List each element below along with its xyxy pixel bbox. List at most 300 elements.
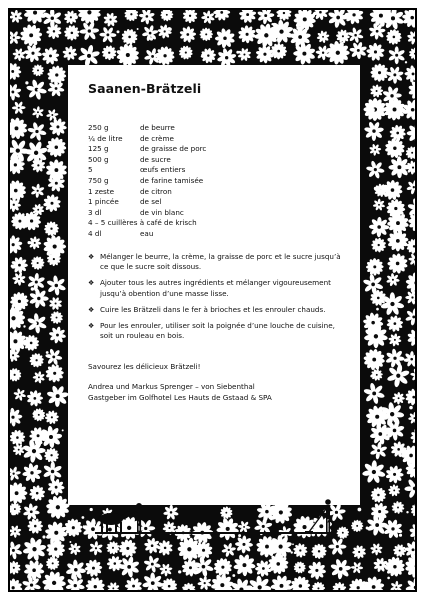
instruction-text: Cuire les Brätzeli dans le fer à brioches et les enrouler chauds. [100, 304, 326, 314]
flower-icon [77, 10, 101, 24]
leaf-dot [371, 108, 375, 112]
flower-icon [363, 98, 386, 121]
flower-icon [373, 557, 388, 572]
leaf-dot [117, 50, 121, 54]
instruction-text: Pour les enrouler, utiliser soit la poignée d’une louche de cuisine, soit un rouleau en bois. [100, 320, 335, 341]
ingredient-row [88, 197, 206, 208]
ingredient-quantity: 1 pincée [88, 197, 119, 207]
flower-icon [371, 237, 386, 252]
flower-icon [385, 557, 405, 577]
flower-icon [294, 561, 306, 573]
leaf-dot [168, 28, 171, 31]
flower-icon [161, 578, 177, 592]
flower-icon [221, 543, 236, 558]
flower-icon [119, 539, 137, 557]
flower-icon [363, 382, 385, 404]
flower-icon [366, 160, 385, 179]
flower-icon [144, 555, 162, 573]
flower-icon [391, 501, 404, 514]
flower-icon [46, 275, 66, 295]
ingredient-name: de crème [140, 133, 174, 143]
flower-icon [47, 80, 64, 97]
flower-icon [182, 583, 196, 592]
flower-icon [410, 428, 417, 445]
flower-icon [366, 258, 384, 276]
flower-icon [144, 538, 160, 554]
leaf-dot [292, 543, 294, 545]
flower-icon [45, 364, 64, 383]
instruction-step [88, 278, 342, 300]
flower-icon [13, 444, 25, 456]
flower-icon [317, 30, 330, 43]
leaf-dot [284, 587, 287, 590]
recipe-panel [68, 65, 360, 505]
ingredient-list [88, 123, 206, 240]
flower-icon [157, 540, 173, 556]
flower-icon [85, 559, 103, 577]
leaf-dot [359, 579, 362, 582]
leaf-dot [37, 89, 39, 91]
leaf-dot [12, 336, 15, 339]
leaf-dot [379, 189, 382, 192]
closing-section [88, 362, 342, 403]
leaf-dot [11, 511, 15, 515]
ingredient-row [88, 123, 206, 134]
flower-icon [402, 10, 417, 28]
recipe-title: Saanen-Brätzeli [88, 81, 202, 96]
leaf-dot [83, 525, 85, 527]
flower-icon [22, 575, 41, 592]
flower-icon [404, 65, 417, 83]
leaf-dot [370, 375, 373, 378]
flower-icon [10, 63, 21, 81]
leaf-dot [90, 508, 93, 511]
flower-icon [290, 576, 310, 592]
leaf-dot [20, 273, 22, 275]
flower-icon [370, 64, 388, 82]
ingredient-quantity: 750 g [88, 175, 109, 185]
flower-icon [26, 79, 47, 100]
flower-icon [107, 555, 123, 571]
flower-icon [408, 253, 417, 267]
flower-icon [386, 273, 400, 287]
flower-icon [390, 581, 403, 592]
ingredient-quantity: 1 zeste [88, 186, 115, 196]
flower-icon [370, 543, 383, 555]
flower-icon [404, 478, 417, 498]
flower-icon [403, 351, 417, 367]
instruction-step [88, 305, 342, 316]
flower-icon [371, 369, 383, 381]
flower-icon [32, 106, 44, 118]
ingredient-row [88, 144, 206, 155]
flower-icon [315, 45, 330, 60]
flower-icon [142, 572, 164, 592]
flower-icon [121, 29, 137, 45]
flower-icon [407, 328, 417, 347]
leaf-dot [34, 322, 37, 325]
leaf-dot [40, 563, 42, 565]
ingredient-row [88, 229, 206, 240]
flower-icon [45, 410, 59, 424]
flower-icon [86, 577, 106, 592]
diamond-bullet-icon: ❖ [88, 252, 95, 261]
instruction-list [88, 252, 342, 343]
flower-icon [13, 48, 26, 61]
leaf-dot [271, 23, 273, 25]
leaf-dot [137, 28, 139, 30]
flower-icon [197, 576, 212, 591]
flower-icon [270, 575, 292, 592]
flower-icon [157, 24, 172, 39]
flower-icon [125, 577, 142, 592]
flower-icon [408, 80, 417, 101]
leaf-dot [13, 193, 15, 195]
leaf-dot [74, 576, 76, 578]
leaf-dot [69, 541, 71, 543]
flower-icon [276, 10, 292, 21]
flower-icon [213, 10, 230, 21]
closing-text: Savourez les délicieux Brätzeli! [88, 362, 201, 372]
ingredient-name: de sel [140, 197, 162, 207]
leaf-dot [38, 488, 42, 492]
instruction-step [88, 321, 342, 343]
leaf-dot [358, 508, 362, 512]
diamond-bullet-icon: ❖ [88, 321, 95, 330]
flower-icon [336, 29, 350, 43]
leaf-dot [236, 51, 239, 54]
flower-icon [106, 541, 119, 555]
flower-icon [29, 353, 44, 368]
flower-icon [387, 253, 408, 274]
flower-icon [348, 27, 364, 43]
leaf-dot [62, 429, 64, 431]
flower-icon [12, 101, 26, 114]
flower-icon [68, 543, 81, 556]
ingredient-name: œufs entiers [140, 165, 186, 175]
flower-icon [387, 364, 410, 388]
instruction-text: Mélanger le beurre, la crème, la graisse de porc et le sucre jusqu’à ce que le sucre soit dissous. [100, 251, 341, 272]
leaf-dot [31, 287, 34, 290]
flower-icon [10, 368, 22, 382]
flower-icon [124, 10, 138, 21]
flower-icon [29, 288, 49, 308]
flower-icon [406, 239, 417, 255]
flower-icon [370, 84, 383, 97]
ingredient-row [88, 218, 206, 229]
flower-icon [33, 371, 45, 384]
flower-icon [352, 545, 366, 559]
flower-icon [27, 518, 43, 534]
leaf-dot [376, 308, 379, 311]
flower-icon [46, 137, 66, 157]
flower-icon [23, 503, 40, 520]
leaf-dot [406, 511, 408, 513]
flower-icon [27, 273, 45, 291]
cow-icon [95, 511, 131, 533]
flower-icon [308, 561, 327, 580]
flower-icon [408, 412, 417, 425]
flower-icon [388, 484, 400, 496]
flower-icon [410, 368, 417, 381]
flower-icon [62, 46, 77, 61]
instruction-step [88, 252, 342, 274]
diamond-bullet-icon: ❖ [88, 305, 95, 314]
flower-icon [10, 31, 21, 45]
ingredient-quantity: 3 dl [88, 207, 102, 217]
flower-icon [409, 48, 417, 60]
flower-icon [201, 10, 215, 24]
flower-icon [160, 10, 173, 21]
leaf-dot [376, 547, 378, 549]
ingredient-name: de beurre [140, 123, 175, 132]
ingredient-row [88, 208, 206, 219]
flower-icon [10, 180, 26, 201]
flower-icon [78, 44, 101, 67]
flower-icon [46, 109, 58, 121]
flower-icon [373, 199, 385, 211]
flower-icon [27, 390, 44, 407]
flower-icon [326, 41, 350, 65]
flower-icon [103, 12, 118, 27]
flower-icon [235, 535, 253, 553]
leaf-dot [11, 265, 14, 268]
flower-icon [183, 10, 198, 23]
flower-icon [330, 558, 351, 579]
gardener-with-rake-icon [305, 499, 331, 533]
flower-icon [139, 10, 155, 24]
leaf-dot [178, 570, 181, 573]
flower-icon [49, 326, 66, 343]
flower-icon [49, 118, 67, 136]
flower-icon [107, 582, 120, 592]
flower-icon [24, 44, 43, 63]
flower-icon [351, 520, 363, 532]
flower-icon [20, 24, 42, 46]
leaf-dot [40, 442, 42, 444]
leaf-dot [28, 241, 31, 244]
leaf-dot [405, 61, 407, 63]
leaf-dot [117, 30, 120, 33]
leaf-dot [290, 551, 292, 553]
flower-icon [10, 83, 22, 100]
flower-icon [382, 180, 403, 200]
flower-icon [46, 540, 65, 559]
flower-icon [257, 10, 275, 24]
leaf-dot [33, 412, 36, 415]
flower-icon [406, 180, 417, 195]
flower-icon [386, 29, 402, 45]
flower-icon [385, 465, 403, 483]
ingredient-row [88, 165, 206, 176]
flower-icon [385, 138, 405, 158]
flower-icon [370, 442, 388, 460]
flower-icon [407, 30, 417, 44]
flower-icon [10, 235, 23, 254]
flower-icon [65, 576, 85, 592]
leaf-dot [232, 574, 235, 577]
flower-icon [406, 146, 417, 159]
flower-icon [116, 43, 139, 66]
flower-icon [102, 45, 117, 60]
leaf-dot [150, 37, 153, 40]
leaf-dot [42, 535, 45, 538]
leaf-dot [387, 577, 390, 580]
ingredient-name: eau [140, 228, 154, 238]
flower-icon [10, 117, 28, 139]
flower-icon [31, 158, 45, 173]
instruction-text: Ajouter tous les autres ingrédients et mélanger vigoureusement jusqu’à obention d’une masse lisse. [100, 278, 331, 298]
leaf-dot [399, 534, 402, 537]
flower-icon [383, 98, 405, 120]
flower-icon [404, 541, 417, 558]
flower-icon [255, 560, 272, 577]
flower-icon [40, 426, 63, 449]
leaf-dot [403, 172, 406, 175]
flower-icon [32, 64, 44, 76]
flower-icon [406, 272, 417, 293]
flower-icon [10, 578, 23, 592]
flower-icon [371, 502, 389, 520]
flower-icon [31, 184, 45, 198]
flower-icon [46, 495, 70, 519]
flower-icon [215, 28, 235, 49]
leaf-dot [201, 53, 205, 57]
flower-icon [10, 541, 23, 559]
flower-icon [13, 388, 26, 401]
ingredient-name: de citron [140, 186, 172, 196]
flower-icon [351, 562, 363, 574]
flower-icon [10, 482, 27, 504]
flower-icon [10, 10, 23, 23]
leaf-dot [413, 468, 415, 470]
flower-icon [31, 256, 45, 270]
flower-icon [22, 537, 46, 561]
flower-icon [44, 448, 59, 463]
leaf-dot [46, 351, 49, 354]
flower-icon [10, 466, 21, 481]
ingredient-name: de vin blanc [140, 207, 184, 217]
flower-icon [46, 385, 68, 407]
flower-icon [405, 389, 417, 406]
leaf-dot [410, 570, 414, 574]
ingredient-row [88, 187, 206, 198]
leaf-dot [370, 338, 372, 340]
leaf-dot [82, 516, 85, 519]
leaf-dot [17, 262, 19, 264]
flower-icon [10, 408, 22, 427]
leaf-dot [39, 210, 42, 213]
leaf-dot [25, 81, 28, 84]
flower-icon [99, 26, 116, 43]
leaf-dot [395, 572, 397, 574]
leaf-dot [296, 26, 299, 29]
flower-icon [179, 26, 196, 43]
leaf-dot [23, 325, 25, 327]
flower-icon [22, 463, 42, 483]
flower-icon [406, 160, 417, 174]
flower-icon [371, 487, 387, 503]
ingredient-name: de farine tamisée [140, 175, 204, 185]
flower-icon [79, 21, 99, 40]
flower-icon [328, 10, 349, 28]
ingredient-row [88, 176, 206, 187]
flower-icon [46, 556, 60, 570]
leaf-dot [374, 187, 377, 190]
leaf-dot [354, 43, 356, 45]
leaf-dot [31, 60, 33, 62]
ingredient-quantity: 4 dl [88, 228, 102, 238]
flower-icon [211, 574, 234, 592]
flower-icon [43, 194, 61, 212]
flower-icon [199, 28, 213, 42]
flower-icon [64, 25, 80, 41]
flower-icon [407, 123, 417, 144]
ingredient-name: de graisse de porc [140, 144, 207, 154]
flower-icon [42, 47, 60, 65]
farmer-icon [129, 503, 142, 533]
signature-names: Andrea und Markus Sprenger – von Siebenthal [88, 381, 255, 391]
flower-icon [44, 221, 59, 236]
flower-icon [388, 46, 405, 64]
flower-icon [363, 576, 385, 592]
leaf-dot [366, 527, 369, 530]
flower-icon [179, 45, 193, 59]
ingredient-quantity: 500 g [88, 154, 109, 164]
flower-icon [405, 308, 417, 326]
ingredient-quantity: 4 – 5 cuillères à café de krisch [88, 218, 197, 228]
flower-icon [369, 144, 381, 156]
flower-icon [328, 538, 346, 556]
flower-icon [349, 42, 367, 60]
flower-icon [369, 217, 389, 237]
flower-icon [233, 554, 256, 576]
ingredient-name: de sucre [140, 154, 171, 164]
flower-icon [364, 121, 384, 141]
flower-icon [24, 10, 47, 24]
flower-icon [89, 541, 103, 555]
flower-icon [363, 349, 385, 371]
flower-icon [293, 543, 308, 558]
flower-icon [10, 561, 21, 575]
flower-icon [409, 523, 417, 542]
flower-icon [238, 48, 252, 62]
flower-icon [118, 556, 139, 578]
flower-icon [386, 66, 404, 84]
flower-icon [392, 392, 405, 405]
ingredient-row [88, 155, 206, 166]
ingredient-quantity: 5 [88, 165, 93, 175]
flower-icon [405, 554, 417, 578]
flower-icon [42, 571, 66, 592]
flower-icon [49, 297, 62, 310]
flower-icon [366, 43, 385, 62]
flower-icon [312, 582, 325, 592]
ingredient-row [88, 134, 206, 145]
diamond-bullet-icon: ❖ [88, 279, 95, 288]
flower-icon [238, 25, 256, 43]
flower-icon [405, 577, 417, 592]
flower-icon [388, 333, 401, 346]
ingredient-quantity: 125 g [88, 144, 109, 154]
flower-icon [24, 560, 45, 581]
flower-icon [27, 122, 47, 142]
flower-icon [12, 272, 26, 286]
flower-icon [10, 525, 22, 538]
flower-icon [387, 230, 409, 252]
flower-icon [48, 479, 65, 496]
flower-icon [362, 460, 386, 484]
